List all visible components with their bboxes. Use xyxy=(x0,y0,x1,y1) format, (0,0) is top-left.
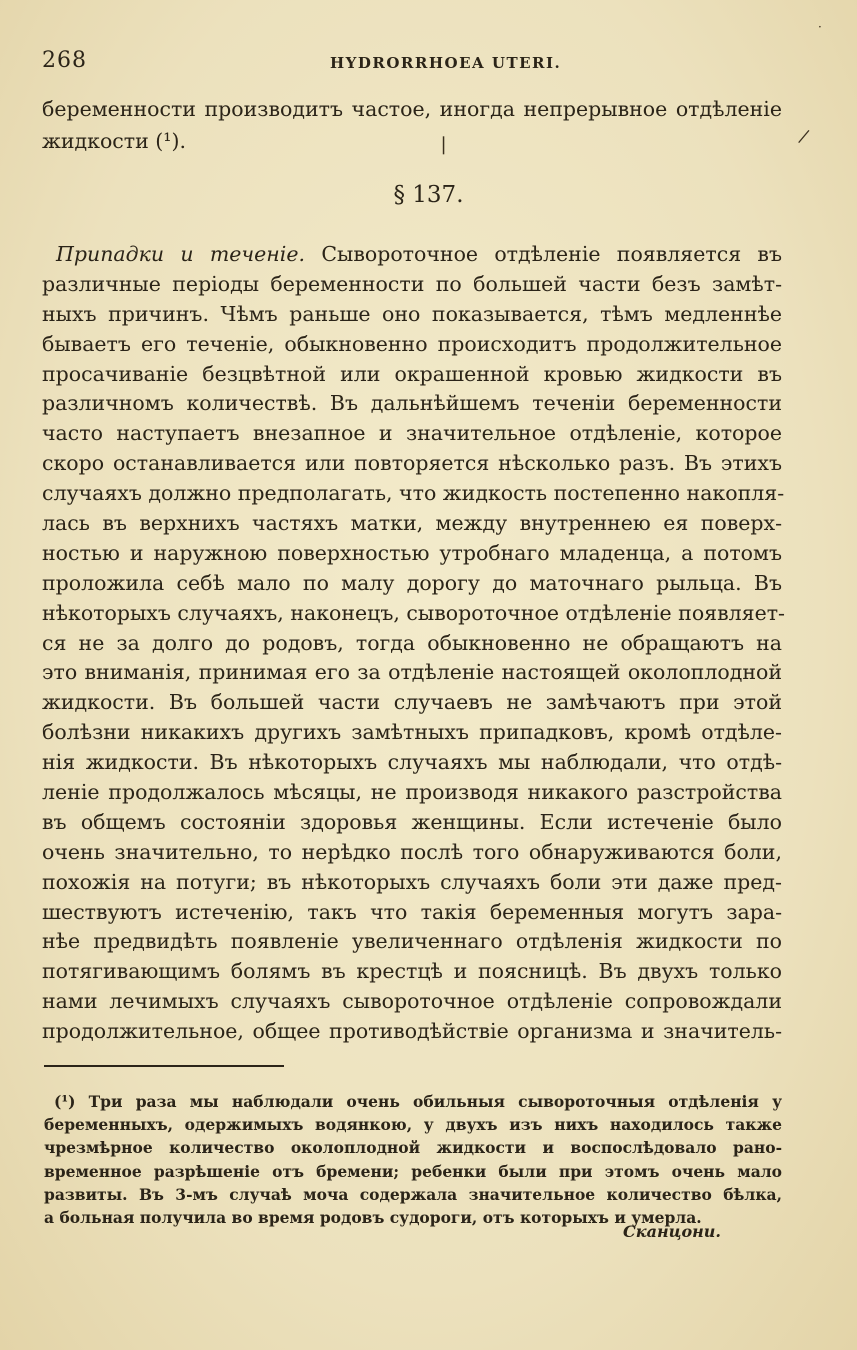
footnote-divider xyxy=(44,1065,284,1067)
footnote-line: развиты. Въ 3-мъ случаѣ моча содержала значительное количество бѣлка, xyxy=(44,1184,782,1204)
footnote-line: временное разрѣшенiе отъ бремени; ребенки были при этомъ очень мало xyxy=(44,1161,782,1181)
continuation-text xyxy=(42,94,782,157)
text-line: ностью и наружною поверхностью утробнаго младенца, а потомъ xyxy=(42,540,782,565)
text-line: ся не за долго до родовъ, тогда обыкновенно не обращаютъ на xyxy=(42,630,782,655)
running-title: HYDRORRHOEA UTERI. xyxy=(330,54,562,72)
text-line: различномъ количествѣ. Въ дальнѣйшемъ теченiи беременности xyxy=(42,391,782,416)
text-line: скоро останавливается или повторяется нѣсколько разъ. Въ этихъ xyxy=(42,451,782,476)
section-heading: § 137. xyxy=(393,182,464,208)
text-line: нѣкоторыхъ случаяхъ, наконецъ, сывороточное отдѣленiе появляет- xyxy=(42,600,785,625)
footnote-line: чрезмѣрное количество околоплодной жидкости и воспослѣдовало рано- xyxy=(44,1138,782,1158)
text-line: болѣзни никакихъ другихъ замѣтныхъ припадковъ, кромѣ отдѣле- xyxy=(42,720,782,745)
text-line: различные перiоды беременности по большей части безъ замѣт- xyxy=(42,271,782,296)
ink-speck-mark: ❘ xyxy=(436,134,452,155)
text-line: жидкости. Въ большей части случаевъ не замѣчаютъ при этой xyxy=(42,690,782,715)
text-line: это вниманiя, принимая его за отдѣленiе настоящей околоплодной xyxy=(42,660,782,685)
footnote-line: а больная получила во время родовъ судороги, отъ которыхъ и умерла. xyxy=(44,1207,702,1227)
first-line-rest: Сывороточное отдѣленiе появляется въ xyxy=(305,242,783,266)
text-line: ныхъ причинъ. Чѣмъ раньше оно показывается, тѣмъ медленнѣе xyxy=(42,301,782,326)
text-line: бываетъ его теченiе, обыкновенно происходитъ продолжительное xyxy=(42,331,782,356)
text-line: случаяхъ должно предполагать, что жидкость постепенно накопля- xyxy=(42,481,785,506)
text-line: нами лечимыхъ случаяхъ сывороточное отдѣленiе сопровождали xyxy=(42,989,782,1014)
text-line: очень значительно, то нерѣдко послѣ того обнаруживаются боли, xyxy=(42,839,782,864)
footnote xyxy=(44,1090,782,1229)
text-line: въ общемъ состоянiи здоровья женщины. Если истеченiе было xyxy=(42,809,782,834)
page-number: 268 xyxy=(42,48,87,73)
paragraph-first-line xyxy=(42,240,782,270)
text-line: беременности производитъ частое, иногда непрерывное отдѣленiе xyxy=(42,97,782,121)
footnote-line: беременныхъ, одержимыхъ водянкою, у двухъ изъ нихъ находилось также xyxy=(44,1115,782,1135)
footnote-line: (¹) Три раза мы наблюдали очень обильныя сывороточныя отдѣленiя у xyxy=(54,1092,782,1111)
text-line: шествуютъ истеченiю, такъ что такiя беременныя могутъ зара- xyxy=(42,899,782,924)
text-line: просачиванiе безцвѣтной или окрашенной кровью жидкости въ xyxy=(42,361,782,386)
ink-speck-mark: ❘ xyxy=(793,123,816,148)
lead-italic-heading: Припадки и теченiе. xyxy=(56,242,306,266)
text-line: лась въ верхнихъ частяхъ матки, между внутреннею ея поверх- xyxy=(42,511,782,536)
text-line: ленiе продолжалось мѣсяцы, не производя никакого разстройства xyxy=(42,780,782,805)
page-header xyxy=(42,48,822,78)
ink-speck-mark: · xyxy=(818,20,822,34)
text-line: жидкости (¹). xyxy=(42,128,187,153)
text-line: похожiя на потуги; въ нѣкоторыхъ случаяхъ боли эти даже пред- xyxy=(42,869,782,894)
main-paragraph xyxy=(42,240,785,1047)
text-line: нѣе предвидѣть появленiе увеличеннаго отдѣленiя жидкости по xyxy=(42,929,782,954)
text-line: продолжительное, общее противодѣйствiе организма и значитель- xyxy=(42,1019,782,1044)
text-line: потягивающимъ болямъ въ крестцѣ и поясницѣ. Въ двухъ только xyxy=(42,959,782,984)
footnote-attribution: Сканцони. xyxy=(623,1222,721,1241)
text-line: часто наступаетъ внезапное и значительное отдѣленiе, которое xyxy=(42,421,782,446)
text-line: проложила себѣ мало по малу дорогу до маточнаго рыльца. Въ xyxy=(42,570,782,595)
text-line: нiя жидкости. Въ нѣкоторыхъ случаяхъ мы наблюдали, что отдѣ- xyxy=(42,750,782,775)
